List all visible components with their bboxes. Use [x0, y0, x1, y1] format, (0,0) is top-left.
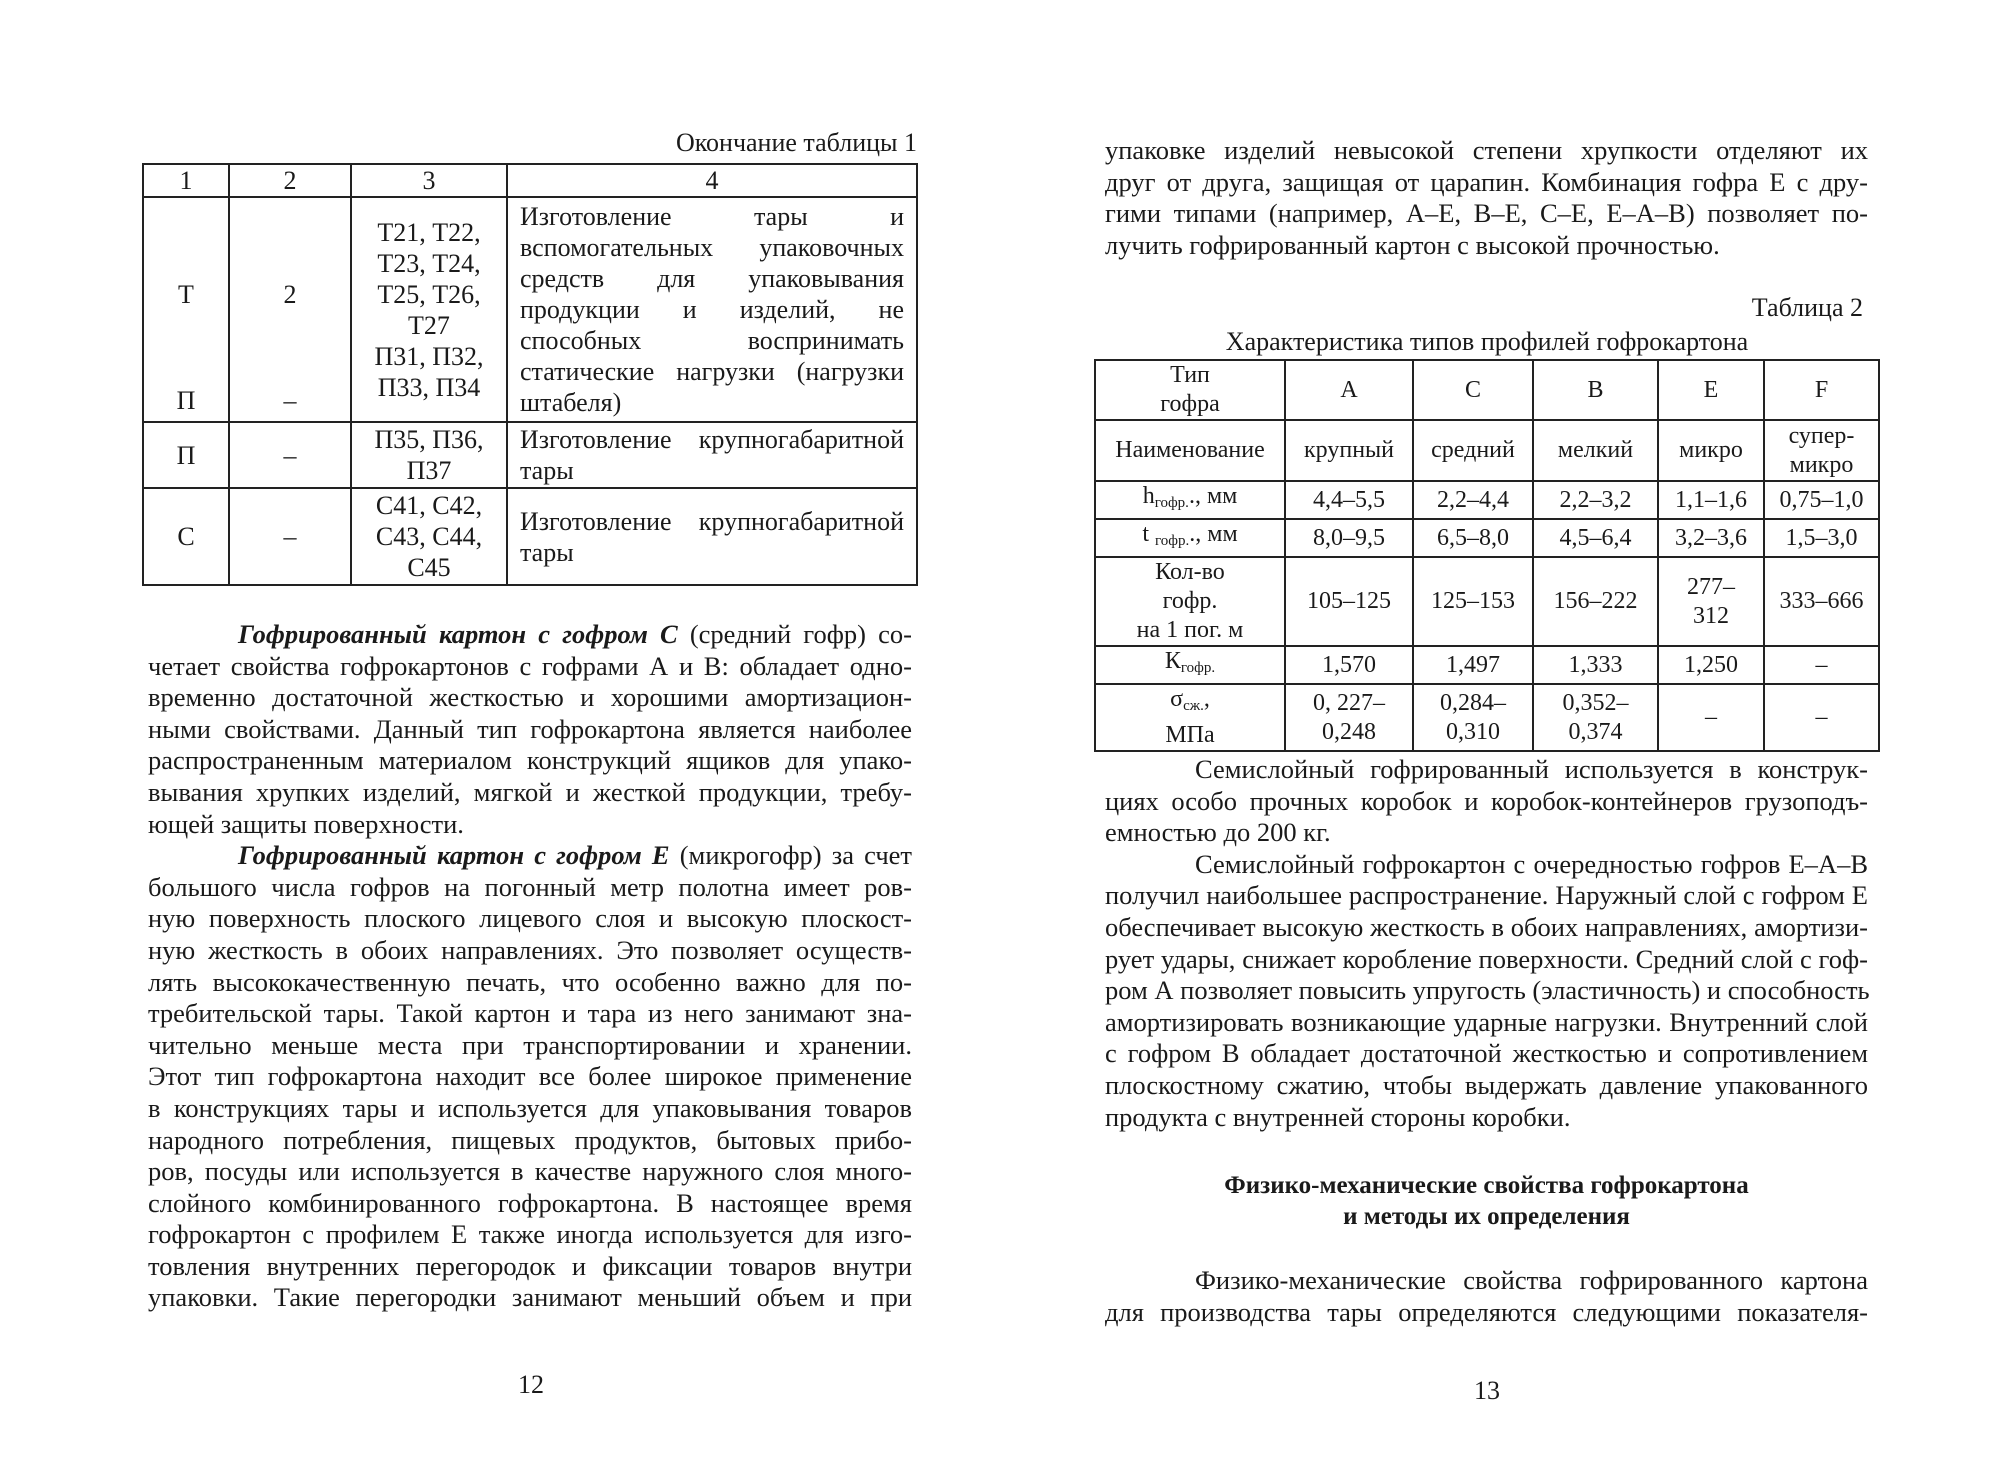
text-line: циях особо прочных коробок и коробок-контейнеров грузоподъ-	[1105, 785, 1868, 816]
table-row	[1095, 420, 1879, 481]
text-line: ром А позволяет повысить упругость (эластичность) и способность	[1105, 975, 1870, 1006]
table-cell: 105–125	[1285, 557, 1413, 646]
text-line: слойного комбинированного гофрокартона. В настоящее время	[148, 1187, 912, 1218]
table-cell: 4,5–6,4	[1533, 519, 1658, 557]
text-line: для производства тары определяются следующими показателя-	[1105, 1296, 1868, 1327]
table-cell: 1,1–1,6	[1658, 481, 1764, 519]
text-line: временно достаточной жесткостью и хорошими амортизацион-	[148, 682, 912, 713]
text-fragment: (микрогофр) за счет	[669, 840, 912, 871]
table-header-cell: В	[1533, 360, 1658, 420]
table-cell: 1,250	[1658, 646, 1764, 684]
text-line: с гофром В обладает достаточной жесткостью и сопротивлением	[1105, 1038, 1868, 1069]
table-cell: супер- микро	[1764, 420, 1879, 481]
text-line: упаковки. Такие перегородки занимают меньший объем и при	[148, 1282, 912, 1313]
lead-phrase: Гофрированный картон с гофром С	[238, 619, 678, 649]
text-line: амортизировать возникающие ударные нагрузки. Внутренний слой	[1105, 1006, 1868, 1037]
text-line: лучить гофрированный картон с высокой прочностью.	[1105, 229, 1720, 260]
table-cell: Изготовление тары и вспомогательных упаковочных средств для упаковывания продукции и изделий, не способных воспринимать статические нагрузки (нагрузки штабеля)	[507, 197, 917, 422]
table-cell: 1,570	[1285, 646, 1413, 684]
text-line: ров, посуды или используется в качестве наружного слоя много-	[148, 1156, 912, 1187]
table-cell: 0,284– 0,310	[1413, 684, 1533, 751]
table-cell: крупный	[1285, 420, 1413, 481]
text-line: обеспечивает высокую жесткость в обоих направлениях, амортизи-	[1105, 911, 1868, 942]
table-cell: –	[229, 488, 351, 585]
table-cell: 2,2–4,4	[1413, 481, 1533, 519]
text-line: гофрокартон с профилем Е также иногда используется для изго-	[148, 1219, 912, 1250]
table-row	[1095, 519, 1879, 557]
table-2	[1094, 359, 1880, 752]
table-header-cell: 2	[229, 164, 351, 197]
text-line: получил наибольшее распространение. Наружный слой с гофром Е	[1105, 880, 1868, 911]
right-intro-text	[1105, 135, 1868, 261]
text-line: упаковке изделий невысокой степени хрупкости отделяют их	[1105, 135, 1868, 165]
row-label: $К_{гофр.}$	[1095, 646, 1285, 684]
table-cell: 0,75–1,0	[1764, 481, 1879, 519]
table-cell: Изготовление крупногабаритной тары	[507, 488, 917, 585]
table-header-cell: 3	[351, 164, 507, 197]
text-line: лять высококачественную печать, что особенно важно для по-	[148, 966, 912, 997]
table-cell: 6,5–8,0	[1413, 519, 1533, 557]
text-line: Семислойный гофрокартон с очередностью гофров Е–А–В	[1195, 848, 1868, 879]
table-cell: 125–153	[1413, 557, 1533, 646]
table-cell: микро	[1658, 420, 1764, 481]
lead-phrase: Гофрированный картон с гофром Е	[238, 840, 670, 871]
last-paragraph	[1105, 1265, 1868, 1328]
left-body-text	[148, 619, 912, 1314]
text-line: Физико-механические свойства гофрированного картона	[1195, 1265, 1868, 1295]
table-cell: 1,497	[1413, 646, 1533, 684]
row-label: t $_{гофр.}$., мм	[1095, 519, 1285, 557]
table-cell: 2,2–3,2	[1533, 481, 1658, 519]
row-label: Наименование	[1095, 420, 1285, 481]
text-line: четает свойства гофрокартонов с гофрами А и В: обладает одно-	[148, 650, 912, 681]
table-cell: 3,2–3,6	[1658, 519, 1764, 557]
table-header-cell: 1	[143, 164, 229, 197]
row-label: $h_{гофр.}$., мм	[1095, 481, 1285, 519]
table-header-cell: С	[1413, 360, 1533, 420]
table-cell: 1,5–3,0	[1764, 519, 1879, 557]
table-header-cell: Е	[1658, 360, 1764, 420]
text-line: емностью до 200 кг.	[1105, 817, 1331, 848]
table-header-cell: Тип гофра	[1095, 360, 1285, 420]
table-row	[1095, 684, 1879, 751]
table-row	[1095, 646, 1879, 684]
text-line: продукта с внутренней стороны коробки.	[1105, 1101, 1571, 1132]
table-caption: Окончание таблицы 1	[675, 128, 917, 157]
page-number: 12	[518, 1370, 544, 1399]
table-cell: мелкий	[1533, 420, 1658, 481]
table-cell: –	[1764, 684, 1879, 751]
table-label: Таблица 2	[1751, 293, 1863, 322]
text-line: народного потребления, пищевых продуктов, бытовых прибо-	[148, 1124, 912, 1155]
table-cell: –	[1764, 646, 1879, 684]
table-cell: Т П	[143, 197, 229, 422]
table-header-cell: 4	[507, 164, 917, 197]
table-cell: 1,333	[1533, 646, 1658, 684]
table-row	[143, 197, 917, 422]
text-line: гими типами (например, А–Е, В–Е, С–Е, Е–А–В) позволяет по-	[1105, 198, 1868, 229]
table-row	[1095, 481, 1879, 519]
row-label: $\sigma_{сж.}$, МПа	[1095, 684, 1285, 751]
table-cell: 0, 227– 0,248	[1285, 684, 1413, 751]
text-line: в конструкциях тары и используется для упаковывания товаров	[148, 1092, 912, 1123]
text-line: распространенным материалом конструкций ящиков для упако-	[148, 745, 912, 776]
table-row	[1095, 360, 1879, 420]
table-cell: 4,4–5,5	[1285, 481, 1413, 519]
text-line: друг от друга, защищая от царапин. Комбинация гофра Е с дру-	[1105, 166, 1868, 197]
table-cell: Изготовление крупногабаритной тары	[507, 422, 917, 488]
table-row	[143, 488, 917, 585]
table-cell: 156–222	[1533, 557, 1658, 646]
table-cell: С41, С42, С43, С44, С45	[351, 488, 507, 585]
table-cell: 2 –	[229, 197, 351, 422]
text-line: ющей защиты поверхности.	[148, 808, 464, 839]
table-header-cell: А	[1285, 360, 1413, 420]
text-line: рует удары, снижает коробление поверхности. Средний слой с гоф-	[1105, 943, 1868, 974]
text-line: Семислойный гофрированный используется в конструк-	[1195, 754, 1868, 784]
table-cell: С	[143, 488, 229, 585]
table-title: Характеристика типов профилей гофрокартона	[1225, 327, 1749, 356]
right-body-text	[1105, 754, 1868, 1133]
text-line: ную жесткость в обоих направлениях. Это позволяет осуществ-	[148, 934, 912, 965]
table-row	[143, 422, 917, 488]
table-cell: 8,0–9,5	[1285, 519, 1413, 557]
text-fragment: (средний гофр) со-	[677, 619, 912, 649]
table-cell: П35, П36, П37	[351, 422, 507, 488]
text-line	[148, 840, 912, 872]
table-1	[142, 163, 918, 586]
row-label: Кол-во гофр. на 1 пог. м	[1095, 557, 1285, 646]
text-line: Этот тип гофрокартона находит все более широкое применение	[148, 1061, 912, 1092]
table-row	[1095, 557, 1879, 646]
section-heading: Физико-механические свойства гофрокартона и методы их определения	[1224, 1172, 1749, 1230]
table-cell: П	[143, 422, 229, 488]
text-line: большого числа гофров на погонный метр полотна имеет ров-	[148, 871, 912, 902]
text-line: чительно меньше места при транспортировании и хранении.	[148, 1029, 912, 1060]
table-cell: –	[1658, 684, 1764, 751]
text-line: ную поверхность плоского лицевого слоя и высокую плоскост-	[148, 903, 912, 934]
page-number: 13	[1474, 1376, 1500, 1405]
text-line: плоскостному сжатию, чтобы выдержать давление упакованного	[1105, 1069, 1868, 1100]
table-cell: Т21, Т22, Т23, Т24, Т25, Т26, Т27 П31, П32, П33, П34	[351, 197, 507, 422]
text-line: вывания хрупких изделий, мягкой и жесткой продукции, требу-	[148, 776, 912, 807]
table-cell: –	[229, 422, 351, 488]
table-cell: 333–666	[1764, 557, 1879, 646]
table-cell: 277– 312	[1658, 557, 1764, 646]
table-header-cell: F	[1764, 360, 1879, 420]
text-line: ными свойствами. Данный тип гофрокартона является наиболее	[148, 713, 912, 744]
text-line: требительской тары. Такой картон и тара из него занимают зна-	[148, 998, 912, 1029]
table-cell: 0,352– 0,374	[1533, 684, 1658, 751]
table-cell: средний	[1413, 420, 1533, 481]
text-line: товления внутренних перегородок и фиксации товаров внутри	[148, 1250, 912, 1281]
text-line	[148, 619, 912, 651]
